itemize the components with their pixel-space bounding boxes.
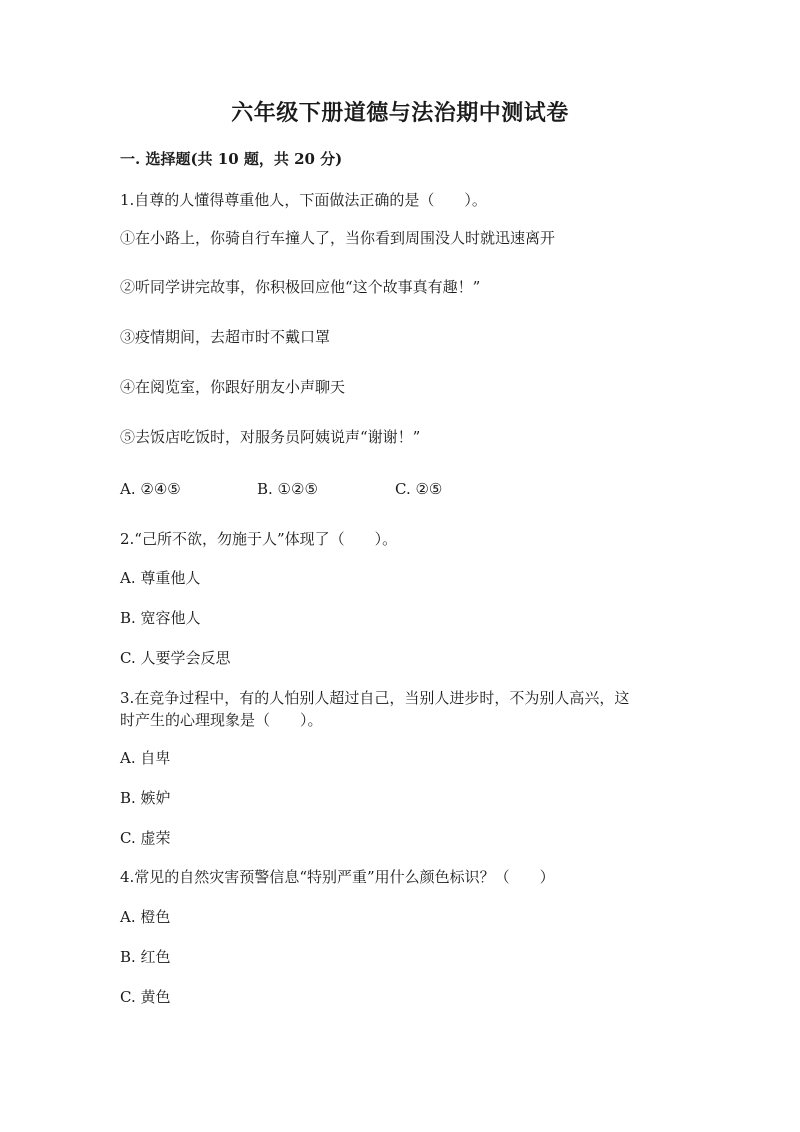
question-2-option-b: B. 宽容他人 [120,609,201,627]
question-1-statement-4: ④在阅览室，你跟好朋友小声聊天 [120,378,346,396]
page-title: 六年级下册道德与法治期中测试卷 [231,100,569,126]
question-2-option-a: A. 尊重他人 [120,569,201,587]
question-4-stem: 4.常见的自然灾害预警信息“特别严重”用什么颜色标识？（ ） [120,868,555,886]
question-3-option-a: A. 自卑 [120,749,171,767]
question-4-option-a: A. 橙色 [120,908,171,926]
question-3-stem-line-1: 3.在竞争过程中，有的人怕别人超过自己，当别人进步时，不为别人高兴，这 [120,689,630,707]
question-1-options [120,478,520,500]
question-1-stem: 1.自尊的人懂得尊重他人，下面做法正确的是（ ）。 [120,191,487,209]
section-heading: 一. 选择题(共 10 题，共 20 分) [120,150,343,168]
question-1-option-c: C. ②⑤ [395,480,443,498]
question-1-option-b: B. ①②⑤ [257,480,318,498]
question-2-stem: 2.“己所不欲，勿施于人”体现了（ ）。 [120,530,398,548]
question-1-statement-3: ③疫情期间，去超市时不戴口罩 [120,328,331,346]
question-1-option-a: A. ②④⑤ [120,480,181,498]
question-1-statement-2: ②听同学讲完故事，你积极回应他“这个故事真有趣！” [120,278,481,296]
question-3-option-c: C. 虚荣 [120,829,171,847]
question-3-stem-line-2: 时产生的心理现象是（ ）。 [120,711,323,729]
question-4-option-b: B. 红色 [120,948,171,966]
question-4-option-c: C. 黄色 [120,988,171,1006]
question-1-statement-1: ①在小路上，你骑自行车撞人了，当你看到周围没人时就迅速离开 [120,229,556,247]
question-1-statement-5: ⑤去饭店吃饭时，对服务员阿姨说声“谢谢！” [120,428,421,446]
question-2-option-c: C. 人要学会反思 [120,649,231,667]
question-3-option-b: B. 嫉妒 [120,789,171,807]
